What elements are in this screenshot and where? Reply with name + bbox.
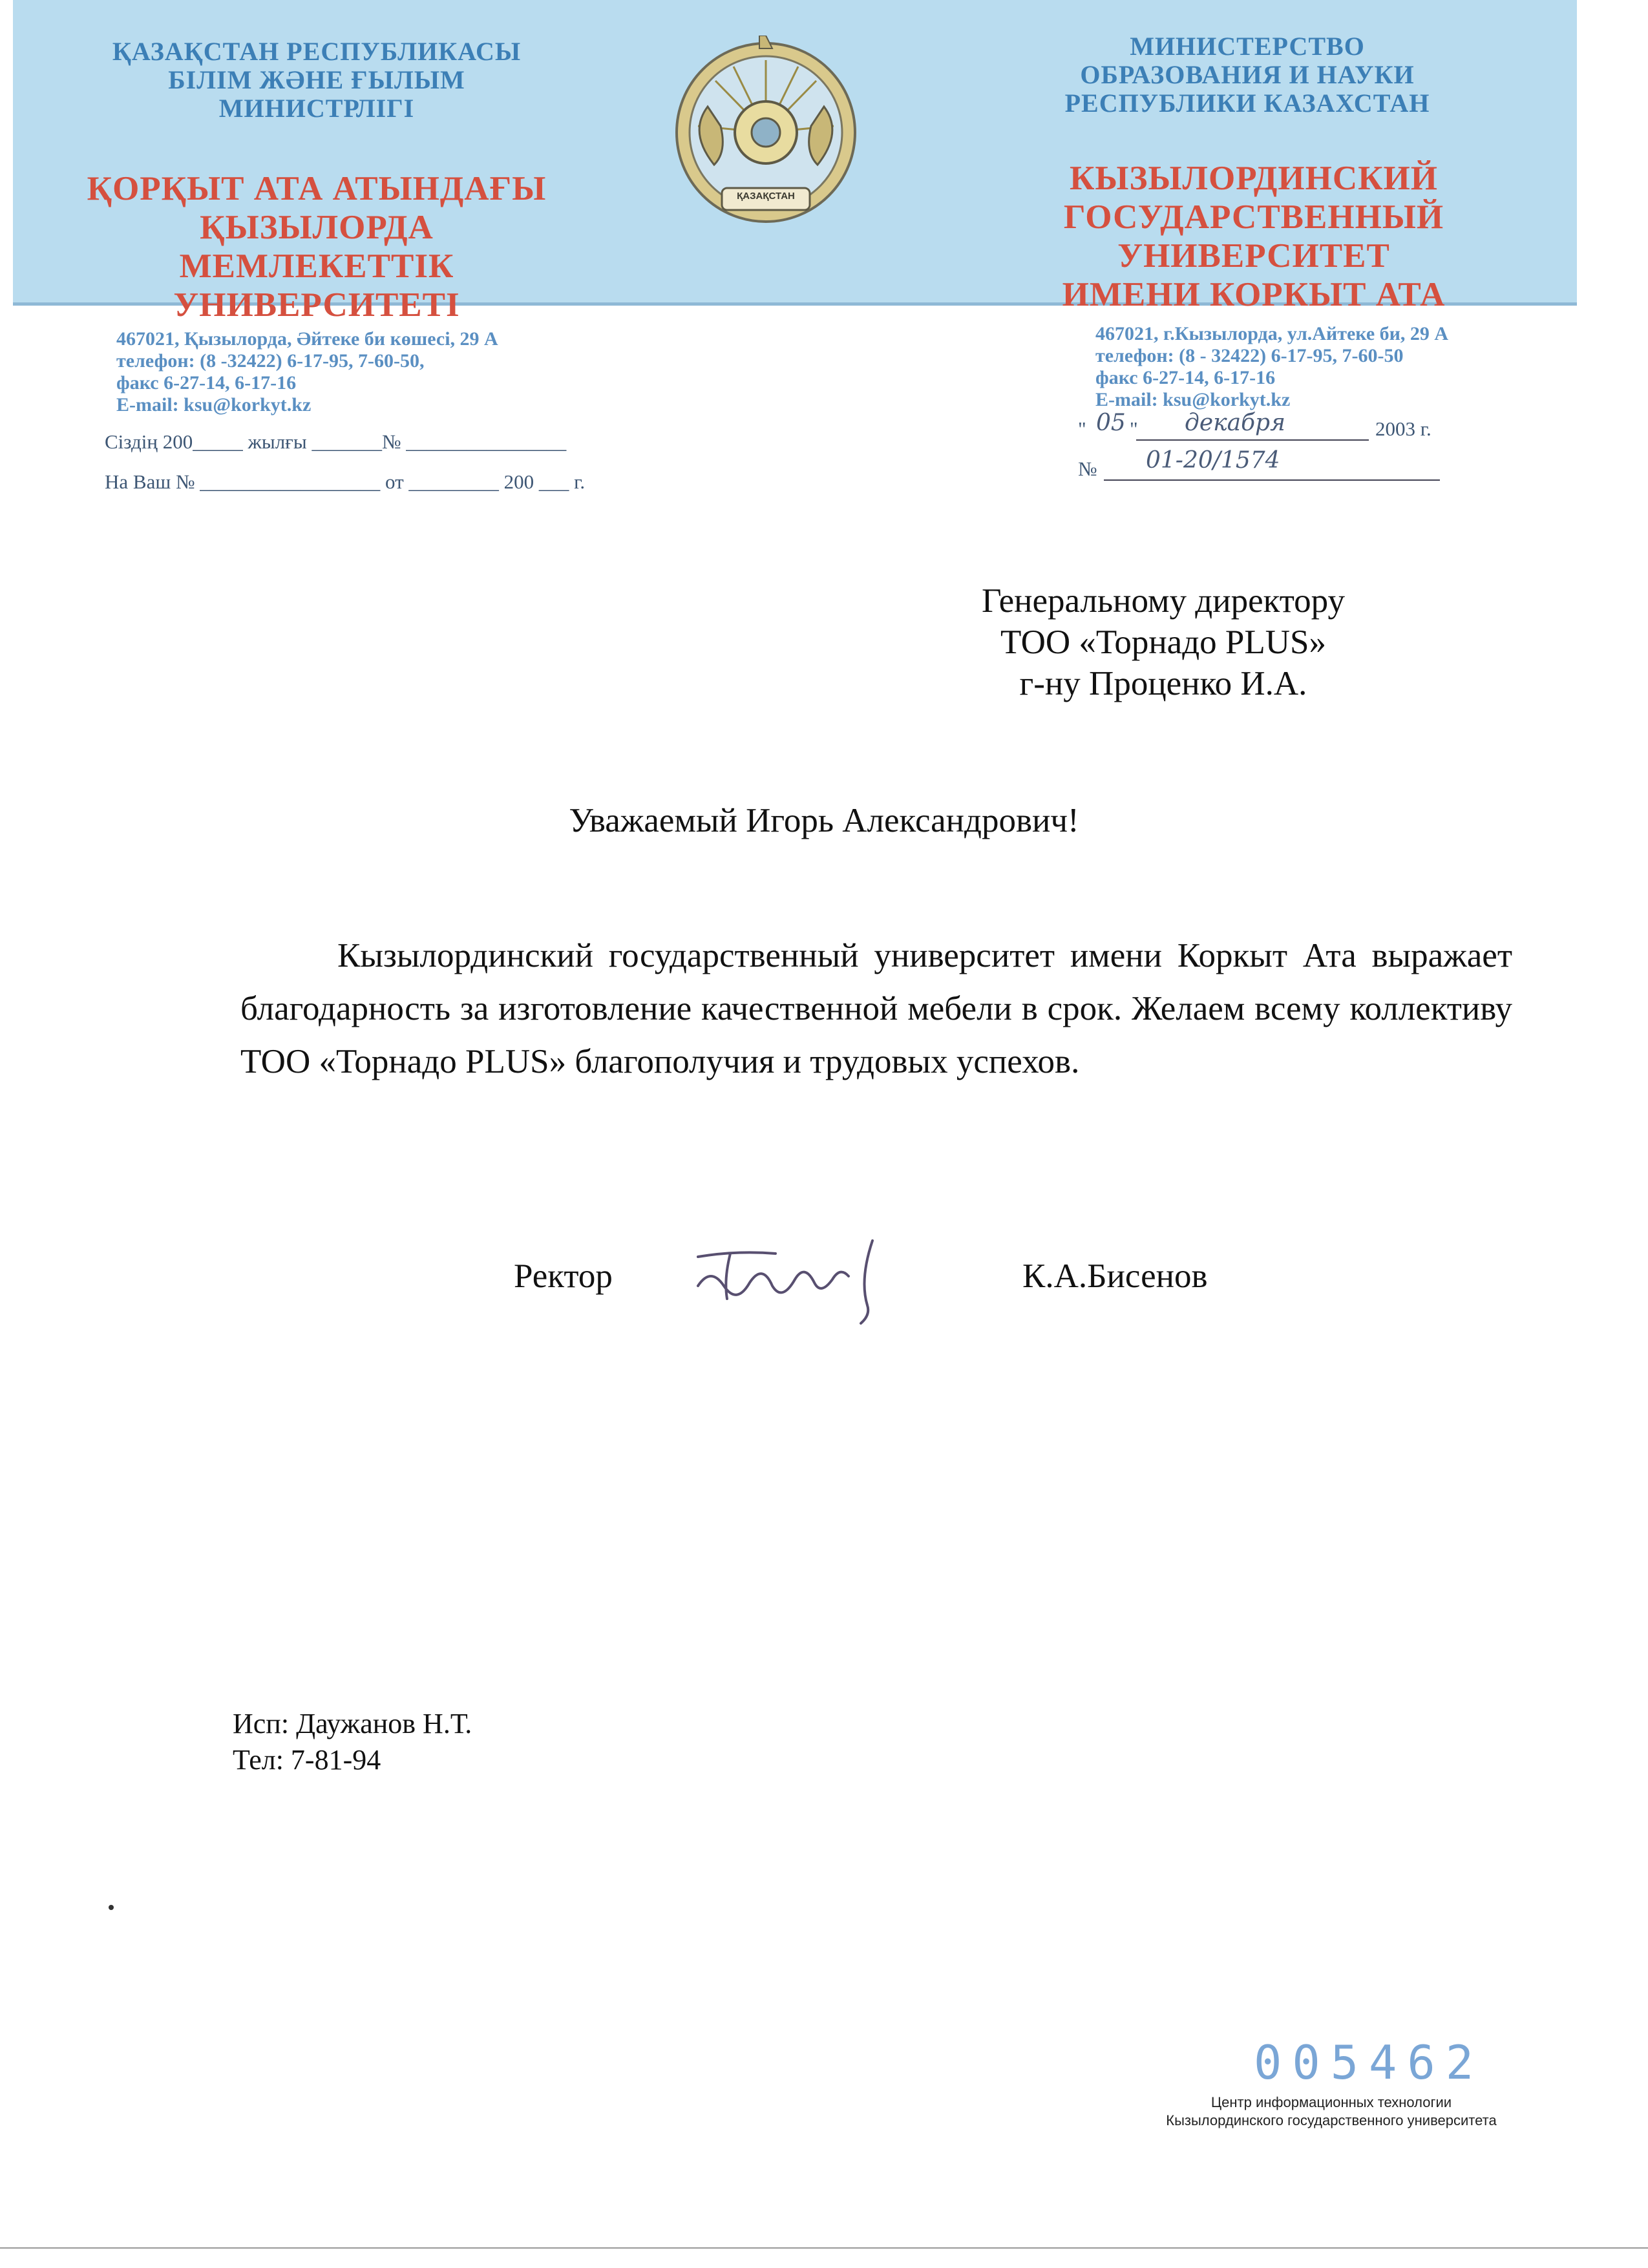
reference-left-line1: Сіздің 200_____ жылғы _______№ ________________ [105,430,567,453]
left-university-heading: ҚОРҚЫТ АТА АТЫНДАҒЫ ҚЫЗЫЛОРДА МЕМЛЕКЕТТІК УНИВЕРСИТЕТІ [87,170,547,324]
signatory-name: К.А.Бисенов [1022,1257,1208,1295]
date-month-handwritten: декабря [1185,410,1285,436]
right-university-heading: КЫЗЫЛОРДИНСКИЙ ГОСУДАРСТВЕННЫЙ УНИВЕРСИТЕТ ИМЕНИ КОРКЫТ АТА [1062,160,1446,313]
outgoing-number-handwritten: 01-20/1574 [1146,447,1280,474]
signature-title: Ректор [514,1257,613,1295]
left-ministry-heading: ҚАЗАҚСТАН РЕСПУБЛИКАСЫ БІЛІМ ЖӘНЕ ҒЫЛЫМ МИНИСТРЛІГІ [112,37,522,123]
state-emblem-icon [669,36,863,236]
executor-block: Исп: Даужанов Н.Т. Тел: 7-81-94 [233,1708,472,1776]
letter-body: Кызылординский государственный университет имени Коркыт Ата выражает благодарность за изготовление качественной мебели в срок. Желаем всему коллективу ТОО «Торнадо PLUS» благополучия и трудовых успехов. [240,937,1512,1080]
reference-right-number: № 01-20/1574 [1078,452,1466,485]
reference-right-date: " 05 " декабря 2003 г. [1078,410,1431,440]
emblem-ribbon-text: ҚАЗАҚСТАН [737,191,795,202]
stray-dot [109,1905,114,1910]
salutation: Уважаемый Игорь Александрович! [569,802,1079,839]
date-day-handwritten: 05 [1096,410,1126,436]
contacts-left: 467021, Қызылорда, Әйтеке би көшесі, 29 А телефон: (8 -32422) 6-17-95, 7-60-50, факс 6-27-14, 6-17-16 E-mail: ksu@korkyt.kz [116,328,498,415]
right-ministry-heading: МИНИСТЕРСТВО ОБРАЗОВАНИЯ И НАУКИ РЕСПУБЛИКИ КАЗАХСТАН [1064,32,1430,118]
registration-number: 005462 [1254,2035,1484,2090]
reference-left-line2: На Ваш № __________________ от _________ 200 ___ г. [105,470,586,493]
contacts-right: 467021, г.Кызылорда, ул.Айтеке би, 29 А телефон: (8 - 32422) 6-17-95, 7-60-50 факс 6-27-14, 6-17-16 E-mail: ksu@korkyt.kz [1095,323,1449,410]
signature-mark [685,1228,918,1331]
recipient-block: Генеральному директору ТОО «Торнадо PLUS» г-ну Проценко И.А. [982,582,1345,702]
scan-edge-line [0,2247,1648,2249]
stamp-caption: Центр информационных технологии Кызылординского государственного университета [1166,2094,1497,2128]
